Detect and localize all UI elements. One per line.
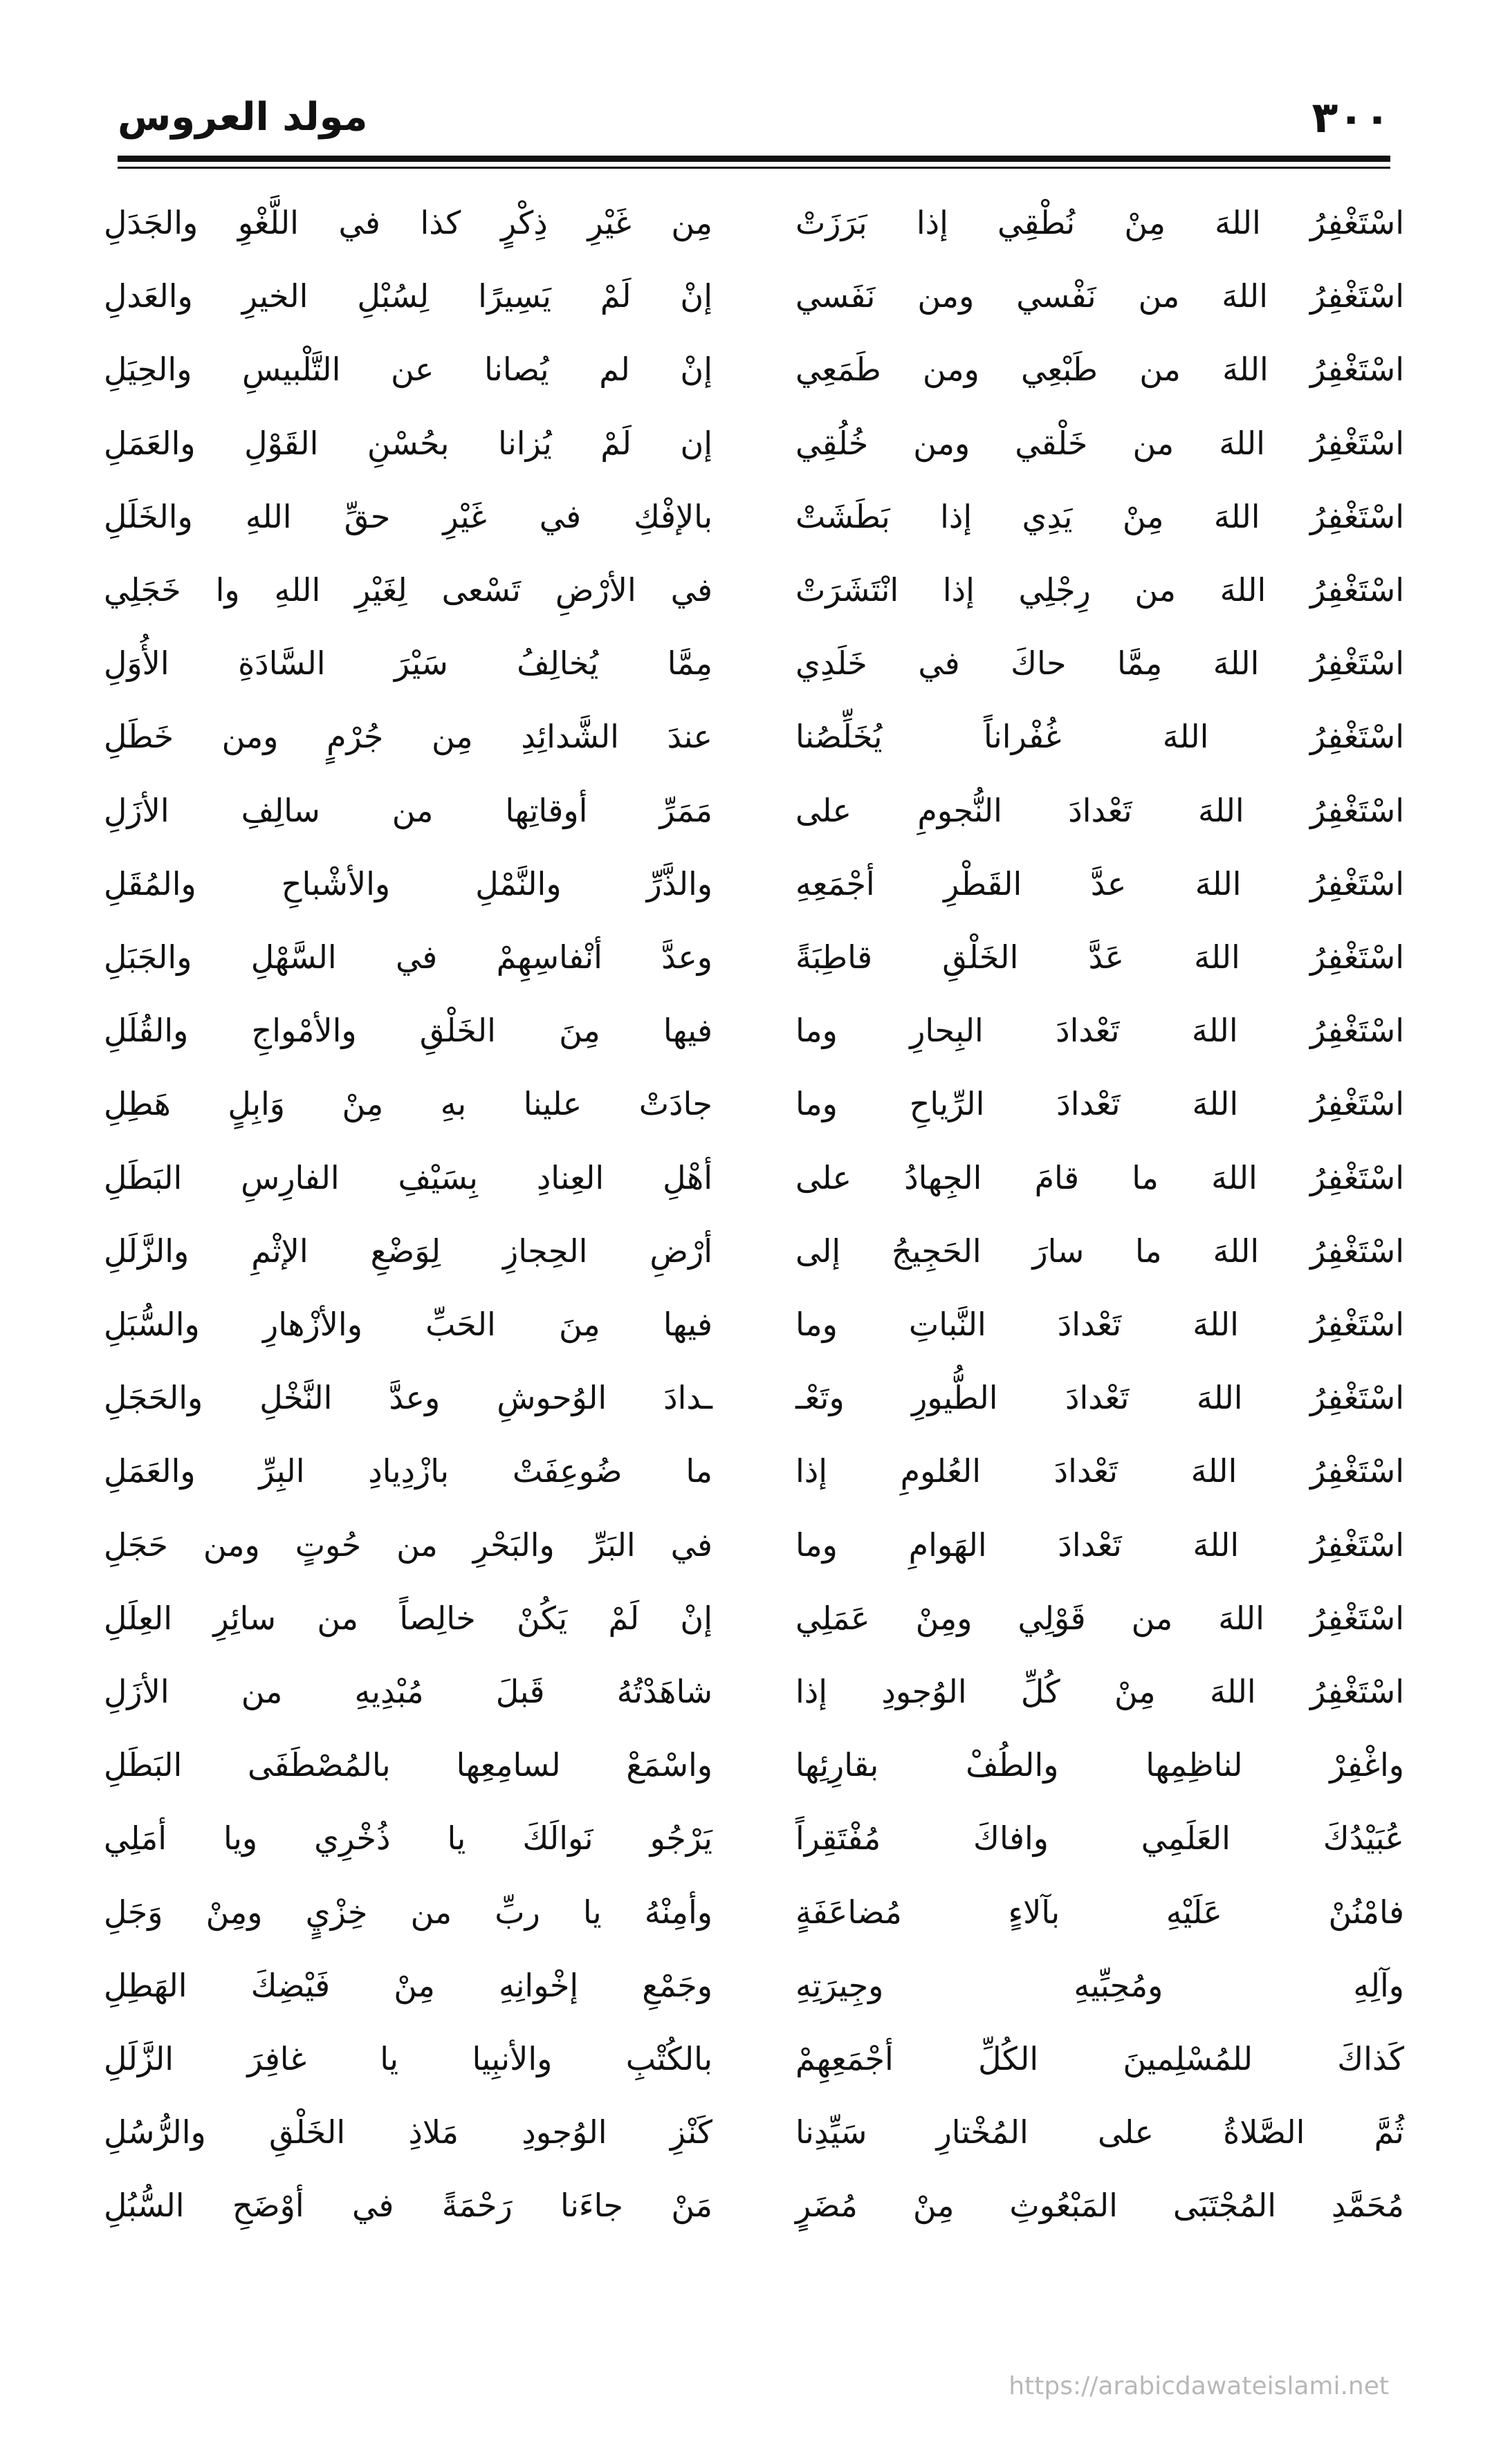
verse-line — [104, 1435, 1404, 1507]
verse-line — [104, 1068, 1404, 1140]
verse-second-hemistich: عندَ الشَّدائِدِ مِن جُرْمٍ ومن خَطَلِ — [104, 718, 712, 755]
verse-second-hemistich: شاهَدْتُهُ قَبلَ مُبْدِيهِ من الأزَلِ — [104, 1673, 712, 1710]
header-rule-thick — [118, 156, 1390, 162]
verse-first-hemistich: اسْتَغْفِرُ اللهَ غُفْراناً يُخَلِّصُنا — [795, 718, 1404, 755]
verse-line — [104, 2169, 1404, 2241]
verse-second-hemistich: إن لَمْ يُزانا بحُسْنِ القَوْلِ والعَمَلِ — [104, 425, 712, 462]
verse-line — [104, 1656, 1404, 1727]
verse-line — [104, 187, 1404, 259]
verse-first-hemistich: اسْتَغْفِرُ اللهَ تَعْدادَ النَّباتِ وما — [795, 1306, 1404, 1343]
verse-line — [104, 775, 1404, 846]
verse-line — [104, 1876, 1404, 1948]
verse-first-hemistich: ثُمَّ الصَّلاةُ على المُخْتارِ سَيِّدِنا — [795, 2113, 1404, 2151]
verse-line — [104, 848, 1404, 920]
verse-first-hemistich: اسْتَغْفِرُ اللهَ من قَوْلِي ومِنْ عَمَلِي — [795, 1600, 1404, 1637]
verse-first-hemistich: اسْتَغْفِرُ اللهَ من نَفْسي ومن نَفَسي — [795, 277, 1404, 315]
verse-line — [104, 1729, 1404, 1801]
verse-first-hemistich: اسْتَغْفِرُ اللهَ تَعْدادَ الطُّيورِ وتَعْـ — [795, 1379, 1404, 1416]
verse-first-hemistich: اسْتَغْفِرُ اللهَ مِنْ نُطْقِي إذا بَرَزَتْ — [795, 204, 1404, 241]
verse-second-hemistich: إنْ لَمْ يَسِيرًا لِسُبْلِ الخيرِ والعَدلِ — [104, 277, 712, 315]
verse-line — [104, 1362, 1404, 1434]
verse-second-hemistich: وجَمْعِ إخْوانِهِ مِنْ فَيْضِكَ الهَطِلِ — [104, 1967, 712, 2004]
verse-first-hemistich: اسْتَغْفِرُ اللهَ تَعْدادَ العُلومِ إذا — [795, 1452, 1404, 1490]
page-header — [118, 76, 1390, 152]
verse-line — [104, 627, 1404, 699]
verse-second-hemistich: إنْ لم يُصانا عن التَّلْبيسِ والحِيَلِ — [104, 351, 712, 388]
verse-line — [104, 260, 1404, 332]
page-number: ٣٠٠ — [1311, 92, 1390, 142]
verse-line — [104, 1288, 1404, 1360]
verse-first-hemistich: اسْتَغْفِرُ اللهَ تَعْدادَ النُّجومِ على — [795, 792, 1404, 829]
verse-line — [104, 701, 1404, 772]
header-rule-thin — [118, 167, 1390, 169]
watermark: https://arabicdawateislami.net — [1009, 2372, 1389, 2400]
verse-second-hemistich: كَنْزِ الوُجودِ مَلاذِ الخَلْقِ والرُّسُلِ — [104, 2113, 712, 2151]
verse-second-hemistich: واسْمَعْ لسامِعِها بالمُصْطَفَى البَطَلِ — [104, 1746, 712, 1784]
verse-first-hemistich: اسْتَغْفِرُ اللهَ مِنْ يَدِي إذا بَطَشَتْ — [795, 498, 1404, 535]
verse-first-hemistich: واغْفِرْ لناظِمِها والطُفْ بقارِئِها — [795, 1746, 1404, 1784]
verse-second-hemistich: وأمِنْهُ يا ربِّ من خِزْيٍ ومِنْ وَجَلِ — [104, 1893, 712, 1931]
verse-first-hemistich: وآلِهِ ومُحِبِّيهِ وجِيرَتِهِ — [795, 1967, 1404, 2004]
verse-first-hemistich: فامْنُنْ عَلَيْهِ بآلاءٍ مُضاعَفَةٍ — [795, 1893, 1404, 1931]
verse-line — [104, 2023, 1404, 2095]
verse-line — [104, 1582, 1404, 1654]
book-title: مولد العروس — [118, 95, 368, 140]
verse-line — [104, 333, 1404, 405]
verse-first-hemistich: اسْتَغْفِرُ اللهَ من طَبْعِي ومن طَمَعِي — [795, 351, 1404, 388]
verse-second-hemistich: إنْ لَمْ يَكُنْ خالِصاً من سائِرِ العِلَلِ — [104, 1600, 712, 1637]
verse-first-hemistich: اسْتَغْفِرُ اللهَ من رِجْلِي إذا انْتَشَرَتْ — [795, 571, 1404, 609]
verse-first-hemistich: اسْتَغْفِرُ اللهَ تَعْدادَ الهَوامِ وما — [795, 1526, 1404, 1564]
verse-first-hemistich: اسْتَغْفِرُ اللهَ ما قامَ الجِهادُ على — [795, 1159, 1404, 1196]
verse-first-hemistich: كَذاكَ للمُسْلِمينَ الكُلِّ أجْمَعِهِمْ — [795, 2040, 1404, 2077]
verse-second-hemistich: وعدَّ أنْفاسِهِمْ في السَّهْلِ والجَبَلِ — [104, 938, 712, 976]
verse-first-hemistich: اسْتَغْفِرُ اللهَ تَعْدادَ الرِّياحِ وما — [795, 1085, 1404, 1122]
verse-second-hemistich: مَنْ جاءَنا رَحْمَةً في أوْضَحِ السُّبُلِ — [104, 2187, 712, 2224]
verse-line — [104, 554, 1404, 626]
poem-body — [104, 187, 1404, 2303]
verse-first-hemistich: مُحَمَّدِ المُجْتَبَى المَبْعُوثِ مِنْ مُضَرٍ — [795, 2187, 1404, 2224]
verse-line — [104, 2096, 1404, 2168]
verse-first-hemistich: اسْتَغْفِرُ اللهَ مِنْ كُلِّ الوُجودِ إذا — [795, 1673, 1404, 1710]
verse-line — [104, 407, 1404, 479]
verse-first-hemistich: اسْتَغْفِرُ اللهَ عَدَّ الخَلْقِ قاطِبَةً — [795, 938, 1404, 976]
verse-second-hemistich: في الأرْضِ تَسْعى لِغَيْرِ اللهِ وا خَجَلِي — [104, 571, 712, 609]
verse-second-hemistich: بالإفْكِ في غَيْرِ حقِّ اللهِ والخَلَلِ — [104, 498, 712, 535]
verse-first-hemistich: اسْتَغْفِرُ اللهَ ما سارَ الحَجِيجُ إلى — [795, 1232, 1404, 1270]
verse-second-hemistich: ما ضُوعِفَتْ بازْدِيادِ البِرِّ والعَمَلِ — [104, 1452, 712, 1490]
verse-second-hemistich: مِن غَيْرِ ذِكْرٍ كذا في اللَّغْوِ والجَدَلِ — [104, 204, 712, 241]
verse-line — [104, 1142, 1404, 1214]
verse-second-hemistich: جادَتْ علينا بهِ مِنْ وَابِلٍ هَطِلِ — [104, 1085, 712, 1122]
verse-second-hemistich: مِمَّا يُخالِفُ سَيْرَ السَّادَةِ الأُوَلِ — [104, 645, 712, 682]
verse-second-hemistich: مَمَرِّ أوقاتِها من سالِفِ الأزَلِ — [104, 792, 712, 829]
verse-first-hemistich: اسْتَغْفِرُ اللهَ عدَّ القَطْرِ أجْمَعِهِ — [795, 865, 1404, 902]
verse-line — [104, 1509, 1404, 1581]
verse-first-hemistich: اسْتَغْفِرُ اللهَ مِمَّا حاكَ في خَلَدِي — [795, 645, 1404, 682]
verse-line — [104, 1215, 1404, 1287]
verse-line — [104, 481, 1404, 553]
verse-second-hemistich: فيها مِنَ الحَبِّ والأزْهارِ والسُّبَلِ — [104, 1306, 712, 1343]
verse-line — [104, 1949, 1404, 2021]
verse-second-hemistich: فيها مِنَ الخَلْقِ والأمْواجِ والقُلَلِ — [104, 1012, 712, 1049]
verse-second-hemistich: في البَرِّ والبَحْرِ من حُوتٍ ومن حَجَلِ — [104, 1526, 712, 1564]
verse-second-hemistich: أهْلِ العِنادِ بِسَيْفِ الفارِسِ البَطَلِ — [104, 1159, 712, 1196]
verse-second-hemistich: بالكُتْبِ والأنبِيا يا غافِرَ الزَّلَلِ — [104, 2040, 712, 2077]
verse-second-hemistich: أرْضِ الحِجازِ لِوَضْعِ الإثْمِ والزَّلَلِ — [104, 1232, 712, 1270]
verse-first-hemistich: اسْتَغْفِرُ اللهَ من خَلْقي ومن خُلُقِي — [795, 425, 1404, 462]
verse-first-hemistich: اسْتَغْفِرُ اللهَ تَعْدادَ البِحارِ وما — [795, 1012, 1404, 1049]
verse-line — [104, 1802, 1404, 1874]
verse-line — [104, 921, 1404, 993]
verse-second-hemistich: والذَّرِّ والنَّمْلِ والأشْباحِ والمُقَلِ — [104, 865, 712, 902]
verse-line — [104, 994, 1404, 1066]
verse-second-hemistich: ـدادَ الوُحوشِ وعدَّ النَّخْلِ والحَجَلِ — [104, 1379, 712, 1416]
verse-first-hemistich: عُبَيْدُكَ العَلَمِي وافاكَ مُفْتَقِراً — [795, 1819, 1404, 1857]
verse-second-hemistich: يَرْجُو نَوالَكَ يا ذُخْرِي ويا أمَلِي — [104, 1819, 712, 1857]
